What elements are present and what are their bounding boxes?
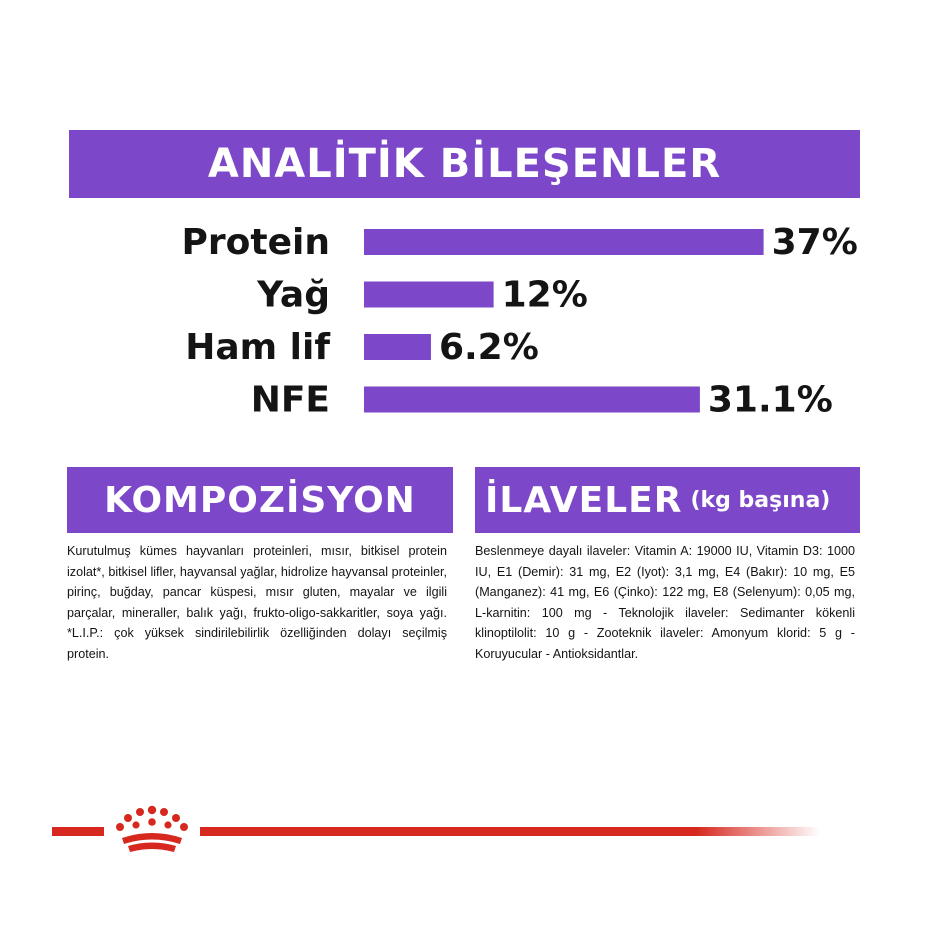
- additives-title: İLAVELER: [485, 479, 683, 521]
- brand-footer: [0, 790, 930, 870]
- additives-text: Beslenmeye dayalı ilaveler: Vitamin A: 19000 IU, Vitamin D3: 1000 IU, E1 (Demir): 31 mg, E2 (Iyot): 3,1 mg, E4 (Bakır): 10 mg, E5 (Manganez): 41 mg, E6 (Çinko): 122 mg, E8 (Selenyum): 0,05 mg, L-karnitin: 100 mg - Teknolojik ilaveler: Sedimanter kökenli klinoptilolit: 10 g - Zooteknik ilaveler: Amonyum klorid: 5 g - Koruyucular - Antioksidantlar.: [475, 544, 855, 661]
- category-label: Protein: [181, 222, 330, 263]
- additives-title-banner: [475, 467, 860, 533]
- analysis-title-banner: [69, 130, 860, 198]
- category-label: NFE: [250, 379, 330, 421]
- category-label: Ham lif: [185, 327, 330, 368]
- bar-0: [364, 229, 764, 255]
- category-label: Yağ: [257, 274, 330, 316]
- chart-svg: [0, 215, 930, 425]
- bar-3: [364, 387, 700, 413]
- analysis-title: ANALİTİK BİLEŞENLER: [207, 141, 722, 187]
- crown-icon: [108, 800, 196, 860]
- bar-1: [364, 282, 494, 308]
- composition-title: KOMPOZİSYON: [104, 479, 416, 521]
- bar-2: [364, 334, 431, 360]
- composition-text: Kurutulmuş kümes hayvanları proteinleri, mısır, bitkisel protein izolat*, bitkisel lifler, hayvansal yağlar, hidrolize hayvansal proteinler, pirinç, buğday, pancar küspesi, mısır gluten, mayalar ve ilgili parçalar, mineraller, balık yağı, frukto-oligo-sakkaritler, soya yağı. *L.I.P.: çok yüksek sindirilebilirlik özelliğinden dolayı seçilmiş protein.: [67, 544, 447, 661]
- footer-stripe-left: [52, 827, 104, 836]
- composition-title-banner: [67, 467, 453, 533]
- additives-unit-label: (kg başına): [690, 487, 831, 513]
- value-label: 37%: [771, 222, 858, 263]
- value-label: 12%: [501, 274, 588, 316]
- value-label: 6.2%: [438, 327, 539, 368]
- value-label: 31.1%: [707, 379, 833, 421]
- nutrient-bar-chart: [0, 215, 930, 425]
- footer-stripe-right: [200, 827, 820, 836]
